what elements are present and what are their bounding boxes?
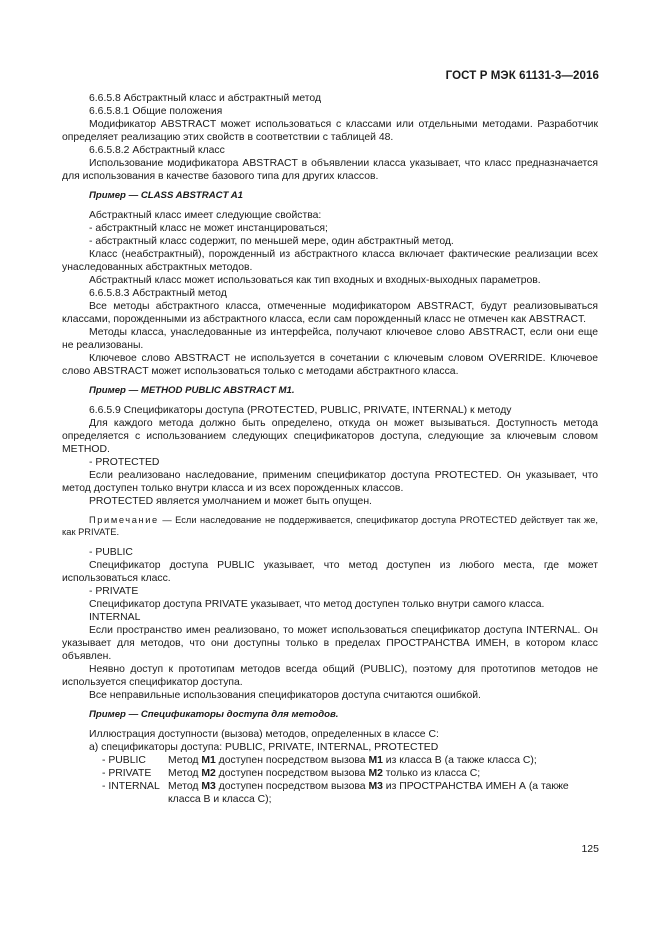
subsection-heading: 6.6.5.8.2 Абстрактный класс	[89, 145, 225, 156]
paragraph: Неявно доступ к прототипам методов всегда общий (PUBLIC), поэтому для прототипов методов не используется спецификатор доступа.	[62, 664, 598, 688]
note-label: Примечание	[89, 515, 159, 525]
paragraph: Если реализовано наследование, применим спецификатор доступа PROTECTED. Он указывает, что метод доступен только внутри класса и из всех порожденных классов.	[62, 470, 598, 494]
paragraph: Спецификатор доступа PRIVATE указывает, что метод доступен только внутри самого класса.	[89, 599, 545, 610]
document-body	[62, 92, 598, 806]
paragraph: Методы класса, унаследованные из интерфейса, получают ключевое слово ABSTRACT, если они еще не реализованы.	[62, 327, 598, 351]
access-desc: Метод M1 доступен посредством вызова M1 из класса В (а также класса С);	[168, 755, 537, 766]
section-heading: 6.6.5.9 Спецификаторы доступа (PROTECTED, PUBLIC, PRIVATE, INTERNAL) к методу	[89, 405, 512, 416]
paragraph: Модификатор ABSTRACT может использоваться с классами или отдельными методами. Разработчик определяет реализацию этих свойств в соответствии с таблицей 48.	[62, 119, 598, 143]
access-key: - PUBLIC	[102, 755, 146, 766]
example-label: Пример — Спецификаторы доступа для методов.	[89, 709, 339, 720]
access-row	[62, 767, 598, 780]
section-heading: 6.6.5.8 Абстрактный класс и абстрактный метод	[89, 93, 322, 104]
paragraph: Для каждого метода должно быть определено, откуда он может вызываться. Доступность метода определяется с использованием следующих спецификаторов доступа, следующие за ключевым словом METHOD.	[62, 418, 598, 455]
paragraph: Абстрактный класс имеет следующие свойства:	[89, 210, 322, 221]
access-row	[62, 780, 598, 806]
paragraph: Все методы абстрактного класса, отмеченные модификатором ABSTRACT, будут реализовываться классами, порожденными из абстрактного класса, если сам порожденный класс не отмечен как ABSTRACT.	[62, 301, 598, 325]
list-item: INTERNAL	[89, 612, 141, 623]
paragraph: Ключевое слово ABSTRACT не используется в сочетании с ключевым словом OVERRIDE. Ключевое слово ABSTRACT может использоваться только с методами абстрактного класса.	[62, 353, 598, 377]
paragraph: PROTECTED является умолчанием и может быть опущен.	[89, 496, 372, 507]
list-item: - абстрактный класс содержит, по меньшей мере, один абстрактный метод.	[89, 236, 454, 247]
note-text: — Если наследование не поддерживается, спецификатор доступа PROTECTED действует так же, как PRIVATE.	[62, 515, 598, 537]
access-desc: Метод M3 доступен посредством вызова M3 из ПРОСТРАНСТВА ИМЕН А (а также класса В и класса С);	[168, 781, 569, 805]
subsection-heading: 6.6.5.8.3 Абстрактный метод	[89, 288, 227, 299]
list-item: - PROTECTED	[89, 457, 160, 468]
paragraph: а) спецификаторы доступа: PUBLIC, PRIVATE, INTERNAL, PROTECTED	[89, 742, 439, 753]
list-item: - абстрактный класс не может инстанцироваться;	[89, 223, 328, 234]
access-row	[62, 754, 598, 767]
paragraph: Иллюстрация доступности (вызова) методов, определенных в классе С:	[89, 729, 439, 740]
list-item: - PUBLIC	[89, 547, 133, 558]
access-desc: Метод M2 доступен посредством вызова M2 только из класса С;	[168, 768, 481, 779]
paragraph: Спецификатор доступа PUBLIC указывает, что метод доступен из любого места, где может использоваться класс.	[62, 560, 598, 584]
access-key: - PRIVATE	[102, 768, 152, 779]
paragraph: Абстрактный класс может использоваться как тип входных и входных-выходных параметров.	[89, 275, 541, 286]
paragraph: Класс (неабстрактный), порожденный из абстрактного класса включает фактические реализации всех унаследованных абстрактных методов.	[62, 249, 598, 273]
access-key: - INTERNAL	[102, 781, 160, 792]
paragraph: Использование модификатора ABSTRACT в объявлении класса указывает, что класс предназначается для использования в качестве базового типа для других классов.	[62, 158, 598, 182]
paragraph: Если пространство имен реализовано, то может использоваться спецификатор доступа INTERNAL. Он указывает для методов, что они доступны только в пределах ПРОСТРАНСТВА ИМЕН, в котором класс объявлен.	[62, 625, 598, 662]
note	[62, 514, 598, 538]
paragraph: Все неправильные использования спецификаторов доступа считаются ошибкой.	[89, 690, 481, 701]
standard-header: ГОСТ Р МЭК 61131-3—2016	[445, 70, 599, 82]
example-label: Пример — METHOD PUBLIC ABSTRACT M1.	[89, 385, 295, 396]
page-number: 125	[581, 843, 599, 855]
list-item: - PRIVATE	[89, 586, 139, 597]
subsection-heading: 6.6.5.8.1 Общие положения	[89, 106, 223, 117]
example-label: Пример — CLASS ABSTRACT A1	[89, 190, 243, 201]
